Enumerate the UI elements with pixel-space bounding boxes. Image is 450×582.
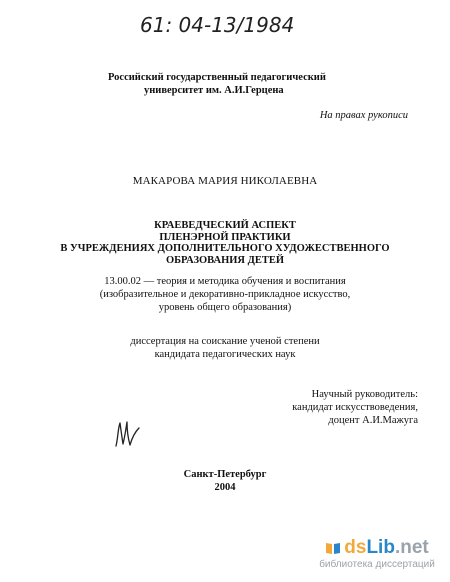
city-year	[0, 468, 450, 494]
handwritten-catalog-number-graphic	[138, 10, 298, 40]
specialty-line-1: 13.00.02 — теория и методика обучения и воспитания	[104, 276, 346, 287]
specialty-line-2: (изобразительное и декоративно-прикладное искусство,	[99, 289, 351, 300]
signature-mark	[112, 420, 142, 448]
handwritten-catalog-number	[138, 10, 298, 40]
university-line-2: университет им. А.И.Герцена	[144, 85, 284, 96]
title-line-1: КРАЕВЕДЧЕСКИЙ АСПЕКТ	[154, 220, 296, 231]
specialty-line-3: уровень общего образования)	[158, 302, 292, 313]
degree-line-1: диссертация на соискание ученой степени	[130, 336, 320, 347]
watermark-subtitle: библиотека диссертаций	[319, 559, 435, 570]
watermark-lib: Lib	[366, 537, 395, 558]
watermark	[312, 538, 442, 571]
degree-line-2: кандидата педагогических наук	[154, 349, 296, 360]
scientific-advisor	[268, 388, 418, 427]
dissertation-title	[60, 220, 390, 266]
year: 2004	[214, 482, 236, 493]
advisor-line-2: кандидат искусствоведения,	[292, 402, 418, 413]
university-name	[108, 71, 358, 97]
title-line-3: В УЧРЕЖДЕНИЯХ ДОПОЛНИТЕЛЬНОГО ХУДОЖЕСТВЕННОГО	[60, 243, 390, 254]
advisor-line-3: доцент А.И.Мажуга	[328, 415, 418, 426]
manuscript-rights: На правах рукописи	[319, 110, 408, 121]
watermark-logo	[312, 538, 442, 558]
handwritten-catalog-number-text: 61: 04-13/1984	[140, 13, 295, 37]
title-line-2: ПЛЕНЭРНОЙ ПРАКТИКИ	[159, 231, 291, 243]
city: Санкт-Петербург	[183, 469, 267, 480]
watermark-ds: ds	[344, 537, 367, 558]
university-line-1: Российский государственный педагогический	[108, 72, 326, 83]
advisor-line-1: Научный руководитель:	[311, 389, 418, 400]
specialty	[60, 275, 390, 314]
author-name: МАКАРОВА МАРИЯ НИКОЛАЕВНА	[132, 175, 318, 187]
book-icon	[325, 541, 341, 555]
title-line-4: ОБРАЗОВАНИЯ ДЕТЕЙ	[165, 254, 285, 266]
watermark-net: .net	[394, 537, 429, 558]
degree-statement	[60, 335, 390, 361]
